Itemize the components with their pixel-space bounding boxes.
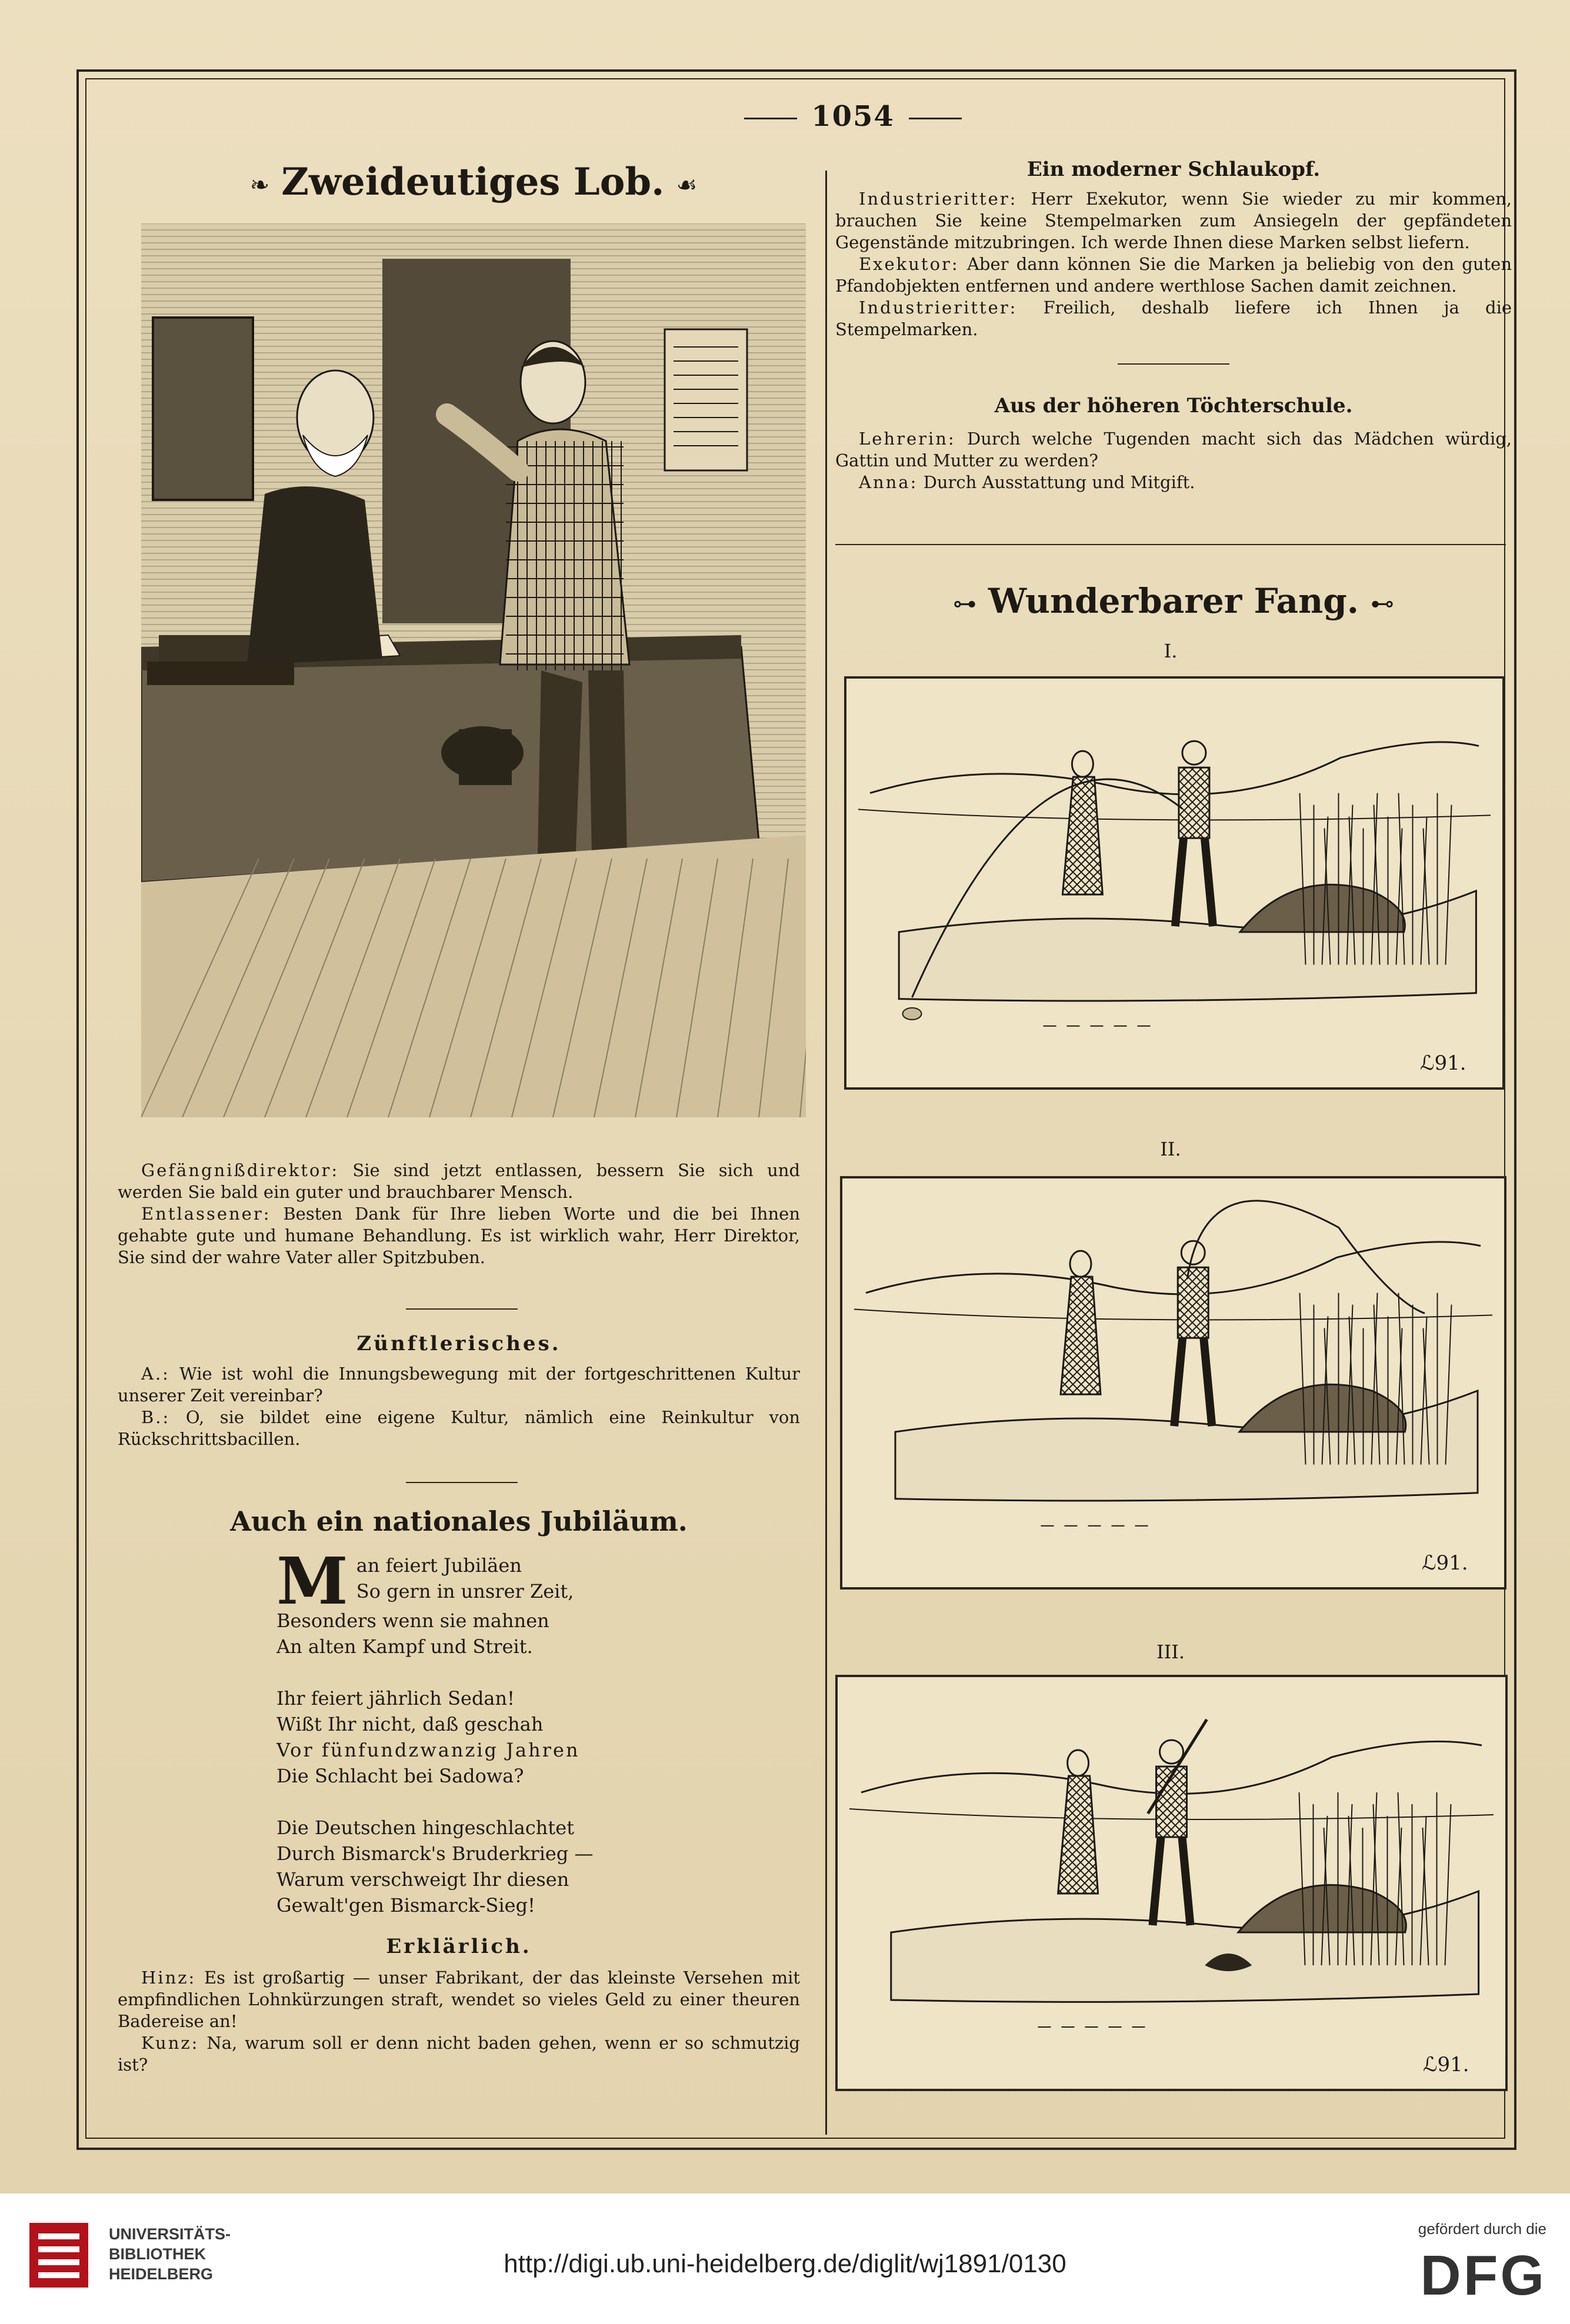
- mound: [1239, 1384, 1406, 1432]
- separator: [406, 1482, 518, 1483]
- fisherman-legs: [1174, 1338, 1212, 1426]
- mound: [1238, 1885, 1406, 1932]
- fisherman-legs: [1153, 1837, 1191, 1925]
- panel-label-1: I.: [1164, 640, 1178, 662]
- title-nationales-jubilaeum: Auch ein nationales Jubiläum.: [230, 1505, 688, 1537]
- woman-dress: [1062, 777, 1102, 894]
- artist-signature: ℒ91.: [1423, 2053, 1469, 2076]
- ornament-icon: ⊶: [953, 590, 976, 617]
- woman-head: [1072, 751, 1093, 777]
- funding-note: gefördert durch die: [1418, 2220, 1546, 2238]
- books: [147, 662, 294, 685]
- fisherman-legs: [1175, 838, 1213, 926]
- title-toechterschule: Aus der höheren Töchterschule.: [994, 394, 1353, 418]
- separator: [406, 1308, 518, 1310]
- fisherman-head: [1182, 741, 1206, 764]
- poem-stanza: M an feiert Jubiläen So gern in unsrer Zeit, Besonders wenn sie mahnen An alten Kampf und Streit.: [276, 1543, 574, 1658]
- title-schlaukopf: Ein moderner Schlaukopf.: [1026, 158, 1321, 181]
- horizon-line: [858, 809, 1491, 820]
- title-zweideutiges-lob: ❧ Zweideutiges Lob. ☙: [249, 160, 698, 204]
- fisherman-body: [1178, 1267, 1208, 1338]
- poem-stanza: Die Deutschen hingeschlachtet Durch Bismarck's Bruderkrieg — Warum verschweigt Ihr diesen Gewalt'gen Bismarck-Sieg!: [276, 1817, 594, 1916]
- panel-label-3: III.: [1156, 1641, 1185, 1663]
- framed-picture: [153, 318, 253, 500]
- separator: [1118, 363, 1229, 365]
- woman-dress: [1061, 1277, 1101, 1394]
- footer-bar: [0, 2193, 1570, 2324]
- title-zuenftlerisches: Zünftlerisches.: [356, 1332, 561, 1355]
- title-erklaerlich: Erklärlich.: [386, 1935, 532, 1958]
- dialog-toechterschule: Lehrerin: Durch welche Tugenden macht sich das Mädchen würdig, Gattin und Mutter zu werden? Anna: Durch Ausstattung und Mitgift.: [835, 429, 1512, 492]
- dialog-zuenftlerisches: A.: Wie ist wohl die Innungsbewegung mit der fortgeschrittenen Kultur unserer Zeit vereinbar? B.: O, sie bildet eine eigene Kultur, nämlich eine Reinkultur von Rückschrittsbacillen.: [118, 1364, 801, 1449]
- top-hat: [459, 729, 512, 785]
- title-wunderbarer-fang: ⊶ Wunderbarer Fang. ⊷: [953, 581, 1394, 621]
- woman-head: [1070, 1251, 1091, 1277]
- speaker-label: Entlassener:: [141, 1204, 271, 1224]
- cartoon-panel-1: [844, 676, 1505, 1090]
- bobber: [903, 1008, 922, 1020]
- woman-dress: [1058, 1776, 1098, 1894]
- dialog-erklaerlich: Hinz: Es ist großartig — unser Fabrikant, der das kleinste Versehen mit empfindlichen Lohnkürzungen straft, wendet so vieles Geld zu einer theuren Badereise an! Kunz: Na, warum soll er denn nicht baden gehen, wenn er so schmutzig ist?: [118, 1968, 801, 2075]
- poem-jubilaeum: [276, 1543, 688, 1944]
- poem-stanza: Ihr feiert jährlich Sedan! Wißt Ihr nicht, daß geschah Vor fünfundzwanzig Jahren Die Schlacht bei Sadowa?: [276, 1687, 580, 1787]
- permalink-url[interactable]: http://digi.ub.uni-heidelberg.de/diglit/wj1891/0130: [504, 2249, 1066, 2278]
- artist-signature: ℒ91.: [1420, 1051, 1466, 1075]
- panel-label-2: II.: [1160, 1138, 1181, 1160]
- speaker-label: Gefängnißdirektor:: [141, 1160, 339, 1180]
- woman-head: [1068, 1750, 1089, 1776]
- dfg-logo: DFG: [1420, 2244, 1546, 2307]
- ornament-icon: ⊷: [1371, 590, 1394, 617]
- ornament-icon: ❧: [249, 171, 270, 199]
- engraving-prison-director: [141, 223, 806, 1117]
- ornament-icon: ☙: [676, 171, 698, 199]
- director-coat: [247, 486, 382, 665]
- notice-board: [665, 329, 747, 470]
- cartoon-panel-3: [835, 1675, 1508, 2091]
- dialog-schlaukopf: Industrieritter: Herr Exekutor, wenn Sie wieder zu mir kommen, brauchen Sie keine Stempelmarken zum Ansiegeln der gepfändeten Gegenstände mitzubringen. Ich werde Ihnen diese Marken selbst liefern. Exekutor: Aber dann können Sie die Marken ja beliebig von den guten Pfandobjekten entfernen und andere werthlose Sachen damit zeichnen. Industrieritter: Freilich, deshalb liefere ich Ihnen ja die Stempelmarken.: [835, 189, 1512, 339]
- horizon-line: [854, 1309, 1492, 1320]
- dialog-zweideutiges-lob: Gefängnißdirektor: Sie sind jetzt entlassen, bessern Sie sich und werden Sie bald ein guter und brauchbarer Mensch. Entlassener: Besten Dank für Ihre lieben Worte und die bei Ihnen gehabte gute und humane Behandlung. Es ist wirklich wahr, Herr Direktor, Sie sind der wahre Vater aller Spitzbuben.: [118, 1160, 801, 1267]
- hills-outline: [870, 742, 1479, 794]
- mound: [1240, 884, 1405, 932]
- fishing-rod: [1187, 1201, 1425, 1313]
- drop-cap: M: [276, 1543, 348, 1619]
- artist-signature: ℒ91.: [1422, 1551, 1468, 1575]
- fisherman-body: [1179, 767, 1209, 838]
- section-rule: [835, 544, 1506, 545]
- cartoon-panel-2: [840, 1176, 1506, 1590]
- column-divider: [825, 171, 827, 2135]
- university-name: UNIVERSITÄTS- BIBLIOTHEK HEIDELBERG: [109, 2225, 231, 2283]
- page-number: 1054: [676, 100, 1029, 133]
